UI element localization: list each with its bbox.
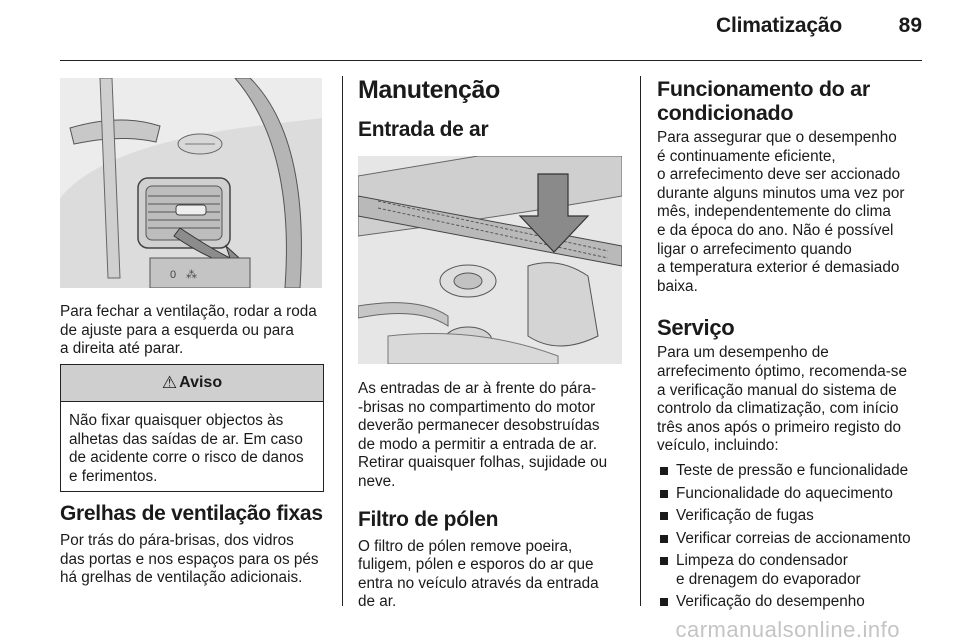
warning-box (60, 364, 324, 492)
fixed-vents-section (60, 502, 332, 588)
maintenance-heading: Manutenção (358, 76, 500, 104)
list-item: Teste de pressão e funcionalidade (657, 462, 925, 481)
list-item: Verificar correias de accionamento (657, 530, 925, 549)
vent-drawing (60, 78, 322, 288)
vent-illustration (60, 78, 322, 288)
svg-text:0: 0 (170, 269, 177, 281)
ac-operation-heading: Funcionamento do ar condicionado (657, 77, 870, 125)
fixed-vents-text: Por trás do pára-brisas, dos vidros das portas e nos espaços para os pés há grelhas de ventilação adicionais. (60, 532, 319, 587)
air-intake-illustration (358, 156, 622, 364)
service-checklist (657, 462, 925, 612)
page-number: 89 (898, 14, 922, 37)
warning-header (61, 365, 323, 402)
column-divider-right (640, 76, 641, 606)
vent-caption: Para fechar a ventilação, rodar a roda de ajuste para a esquerda ou para a direita até parar. (60, 303, 317, 358)
page-header-title: Climatização (716, 14, 842, 37)
air-intake-text: As entradas de ar à frente do pára- -brisas no compartimento do motor deverão permanecer desobstruídas de modo a permitir a entrada de ar. Retirar quaisquer folhas, sujidade ou neve. (358, 380, 608, 490)
right-column (657, 77, 925, 616)
service-heading: Serviço (657, 315, 735, 341)
svg-text:⁂: ⁂ (186, 269, 197, 281)
watermark: carmanualsonline.info (675, 617, 900, 642)
air-intake-heading: Entrada de ar (358, 118, 489, 141)
air-intake-drawing (358, 156, 622, 364)
fixed-vents-heading: Grelhas de ventilação fixas (60, 502, 323, 525)
warning-title: Aviso (179, 374, 223, 391)
pollen-filter-heading: Filtro de pólen (358, 507, 499, 531)
middle-column (358, 76, 626, 612)
list-item: Limpeza do condensador e drenagem do evaporador (657, 552, 925, 589)
list-item: Verificação do desempenho (657, 593, 925, 612)
column-divider-left (342, 76, 343, 606)
pollen-filter-text: O filtro de pólen remove poeira, fuligem, pólen e esporos do ar que entra no veículo através da entrada de ar. (358, 537, 599, 611)
list-item: Verificação de fugas (657, 507, 925, 526)
ac-operation-text: Para assegurar que o desempenho é continuamente eficiente, o arrefecimento deve ser accionado durante alguns minutos uma vez por mês, independentemente do clima e da época do ano. Não é possível ligar o arrefecimento quando a temperatura exterior é demasiado baixa. (657, 129, 905, 295)
service-text: Para um desempenho de arrefecimento óptimo, recomenda-se a verificação manual do sistema de controlo da climatização, com início três anos após o primeiro registo do veículo, incluindo: (657, 344, 907, 455)
header-divider (60, 60, 922, 61)
left-column (60, 78, 324, 359)
list-item: Funcionalidade do aquecimento (657, 485, 925, 504)
warning-triangle-icon: ⚠ (161, 373, 178, 392)
warning-text: Não fixar quaisquer objectos às alhetas das saídas de ar. Em caso de acidente corre o risco de danos e ferimentos. (69, 412, 304, 485)
